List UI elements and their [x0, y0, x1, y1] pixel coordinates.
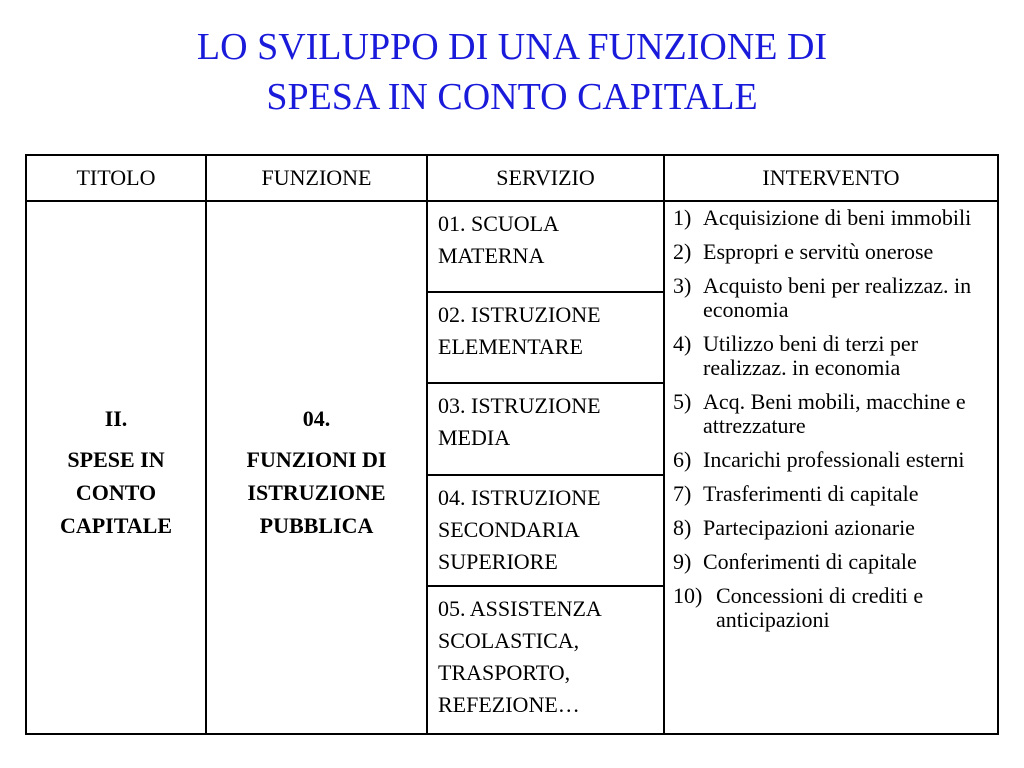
list-item: 4) Utilizzo beni di terzi per realizzaz. in economia: [673, 331, 919, 380]
list-item: 7) Trasferimenti di capitale: [673, 481, 919, 506]
titolo-code: II.: [104, 405, 128, 431]
list-item: 3) Acquisto beni per realizzaz. in economia: [673, 273, 972, 322]
page-title-line-1: LO SVILUPPO DI UNA FUNZIONE DI: [196, 26, 828, 68]
page-title-line-2: SPESA IN CONTO CAPITALE: [266, 76, 758, 118]
list-item: 2) Espropri e servitù onerose: [673, 239, 934, 264]
intervento-cell: [664, 201, 998, 734]
list-item: 8) Partecipazioni azionarie: [673, 515, 915, 540]
servizio-cell: 01. SCUOLA MATERNA: [427, 201, 664, 292]
list-item: 10) Concessioni di crediti e anticipazioni: [673, 583, 924, 632]
servizio-cell: 04. ISTRUZIONE SECONDARIA SUPERIORE: [427, 475, 664, 586]
intervento-list: [673, 206, 991, 632]
funzione-cell: [206, 201, 427, 734]
header-servizio: SERVIZIO: [427, 155, 664, 201]
header-titolo: TITOLO: [26, 155, 206, 201]
servizio-cell: 03. ISTRUZIONE MEDIA: [427, 383, 664, 475]
funzione-code: 04.: [302, 405, 331, 431]
page-title: [0, 22, 1024, 122]
table-row: [26, 201, 998, 292]
funzione-name: FUNZIONI DI ISTRUZIONE PUBBLICA: [246, 446, 387, 538]
titolo-cell: [26, 201, 206, 734]
list-item: 5) Acq. Beni mobili, macchine e attrezzature: [673, 389, 966, 438]
servizio-cell: 02. ISTRUZIONE ELEMENTARE: [427, 292, 664, 383]
table-header-row: [26, 155, 998, 201]
spending-function-table: [25, 154, 999, 735]
header-funzione: FUNZIONE: [206, 155, 427, 201]
list-item: 9) Conferimenti di capitale: [673, 549, 917, 574]
header-intervento: INTERVENTO: [664, 155, 998, 201]
servizio-cell: 05. ASSISTENZA SCOLASTICA, TRASPORTO, REFEZIONE…: [427, 586, 664, 734]
list-item: 6) Incarichi professionali esterni: [673, 447, 965, 472]
titolo-name: SPESE IN CONTO CAPITALE: [59, 446, 173, 538]
list-item: 1) Acquisizione di beni immobili: [673, 205, 972, 230]
